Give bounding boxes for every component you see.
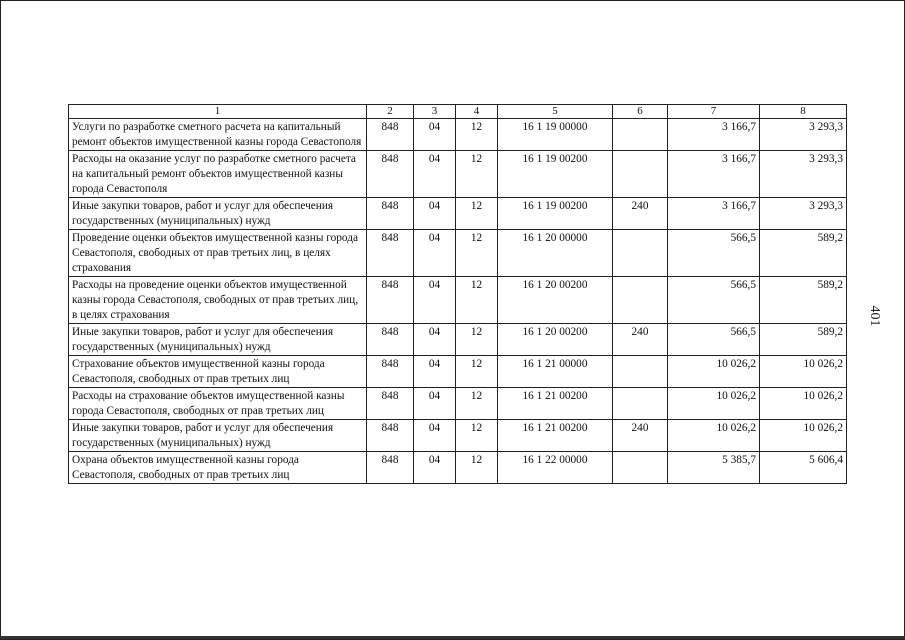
row-name: Иные закупки товаров, работ и услуг для обеспечения государственных (муниципальных) нужд (69, 420, 367, 452)
cell-expense-type (613, 356, 668, 388)
cell-expense-type (613, 230, 668, 277)
row-name: Расходы на оказание услуг по разработке сметного расчета на капитальный ремонт объектов имущественной казны города Севастополя (69, 151, 367, 198)
cell-section: 04 (414, 151, 456, 198)
cell-subsection: 12 (456, 452, 498, 484)
cell-section: 04 (414, 452, 456, 484)
table-row (69, 388, 847, 420)
cell-section: 04 (414, 277, 456, 324)
page-bottom-edge (0, 636, 905, 639)
cell-subsection: 12 (456, 420, 498, 452)
table-row (69, 230, 847, 277)
cell-amount-year2: 589,2 (760, 230, 847, 277)
header-col-3: 3 (414, 105, 456, 119)
cell-amount-year1: 566,5 (668, 324, 760, 356)
cell-amount-year1: 3 166,7 (668, 151, 760, 198)
table-row (69, 151, 847, 198)
cell-ministry-code: 848 (367, 324, 414, 356)
row-name: Иные закупки товаров, работ и услуг для обеспечения государственных (муниципальных) нужд (69, 198, 367, 230)
cell-expense-type: 240 (613, 198, 668, 230)
row-name: Охрана объектов имущественной казны города Севастополя, свободных от прав третьих лиц (69, 452, 367, 484)
cell-subsection: 12 (456, 277, 498, 324)
cell-amount-year1: 566,5 (668, 277, 760, 324)
cell-subsection: 12 (456, 388, 498, 420)
cell-ministry-code: 848 (367, 230, 414, 277)
row-name: Страхование объектов имущественной казны города Севастополя, свободных от прав третьих лиц (69, 356, 367, 388)
header-col-8: 8 (760, 105, 847, 119)
cell-amount-year1: 3 166,7 (668, 198, 760, 230)
table-row (69, 324, 847, 356)
cell-expense-type (613, 151, 668, 198)
cell-target-article: 16 1 20 00200 (498, 277, 613, 324)
row-name: Услуги по разработке сметного расчета на капитальный ремонт объектов имущественной казны города Севастополя (69, 119, 367, 151)
page-number: 401 (867, 305, 882, 327)
cell-subsection: 12 (456, 119, 498, 151)
cell-ministry-code: 848 (367, 198, 414, 230)
header-col-4: 4 (456, 105, 498, 119)
cell-amount-year2: 3 293,3 (760, 198, 847, 230)
cell-amount-year1: 10 026,2 (668, 388, 760, 420)
table-row (69, 420, 847, 452)
cell-section: 04 (414, 356, 456, 388)
header-col-6: 6 (613, 105, 668, 119)
table-header-row (69, 105, 847, 119)
cell-subsection: 12 (456, 324, 498, 356)
cell-subsection: 12 (456, 198, 498, 230)
row-name: Расходы на страхование объектов имущественной казны города Севастополя, свободных от прав третьих лиц (69, 388, 367, 420)
cell-ministry-code: 848 (367, 452, 414, 484)
budget-table (68, 104, 847, 484)
cell-section: 04 (414, 198, 456, 230)
cell-section: 04 (414, 119, 456, 151)
cell-expense-type (613, 277, 668, 324)
header-col-5: 5 (498, 105, 613, 119)
cell-target-article: 16 1 21 00200 (498, 420, 613, 452)
row-name: Иные закупки товаров, работ и услуг для обеспечения государственных (муниципальных) нужд (69, 324, 367, 356)
header-col-1: 1 (69, 105, 367, 119)
cell-ministry-code: 848 (367, 277, 414, 324)
cell-amount-year2: 3 293,3 (760, 119, 847, 151)
cell-ministry-code: 848 (367, 119, 414, 151)
table-row (69, 356, 847, 388)
cell-expense-type: 240 (613, 324, 668, 356)
cell-target-article: 16 1 19 00000 (498, 119, 613, 151)
cell-target-article: 16 1 19 00200 (498, 151, 613, 198)
cell-amount-year2: 5 606,4 (760, 452, 847, 484)
cell-amount-year1: 5 385,7 (668, 452, 760, 484)
cell-target-article: 16 1 20 00200 (498, 324, 613, 356)
cell-ministry-code: 848 (367, 151, 414, 198)
cell-expense-type (613, 119, 668, 151)
cell-expense-type: 240 (613, 420, 668, 452)
row-name: Проведение оценки объектов имущественной казны города Севастополя, свободных от прав третьих лиц, в целях страхования (69, 230, 367, 277)
cell-section: 04 (414, 388, 456, 420)
cell-section: 04 (414, 324, 456, 356)
cell-amount-year1: 566,5 (668, 230, 760, 277)
cell-amount-year2: 589,2 (760, 277, 847, 324)
row-name: Расходы на проведение оценки объектов имущественной казны города Севастополя, свободных от прав третьих лиц, в целях страхования (69, 277, 367, 324)
cell-target-article: 16 1 21 00000 (498, 356, 613, 388)
header-col-7: 7 (668, 105, 760, 119)
cell-target-article: 16 1 21 00200 (498, 388, 613, 420)
cell-amount-year2: 589,2 (760, 324, 847, 356)
cell-target-article: 16 1 22 00000 (498, 452, 613, 484)
cell-subsection: 12 (456, 230, 498, 277)
cell-amount-year2: 10 026,2 (760, 356, 847, 388)
cell-section: 04 (414, 230, 456, 277)
cell-ministry-code: 848 (367, 356, 414, 388)
cell-expense-type (613, 452, 668, 484)
table-row (69, 119, 847, 151)
cell-target-article: 16 1 20 00000 (498, 230, 613, 277)
cell-amount-year2: 3 293,3 (760, 151, 847, 198)
cell-ministry-code: 848 (367, 388, 414, 420)
table-row (69, 198, 847, 230)
cell-expense-type (613, 388, 668, 420)
header-col-2: 2 (367, 105, 414, 119)
cell-amount-year2: 10 026,2 (760, 388, 847, 420)
cell-ministry-code: 848 (367, 420, 414, 452)
cell-amount-year1: 3 166,7 (668, 119, 760, 151)
cell-amount-year1: 10 026,2 (668, 356, 760, 388)
table-row (69, 277, 847, 324)
cell-target-article: 16 1 19 00200 (498, 198, 613, 230)
cell-amount-year1: 10 026,2 (668, 420, 760, 452)
table-row (69, 452, 847, 484)
cell-subsection: 12 (456, 151, 498, 198)
cell-subsection: 12 (456, 356, 498, 388)
cell-section: 04 (414, 420, 456, 452)
cell-amount-year2: 10 026,2 (760, 420, 847, 452)
